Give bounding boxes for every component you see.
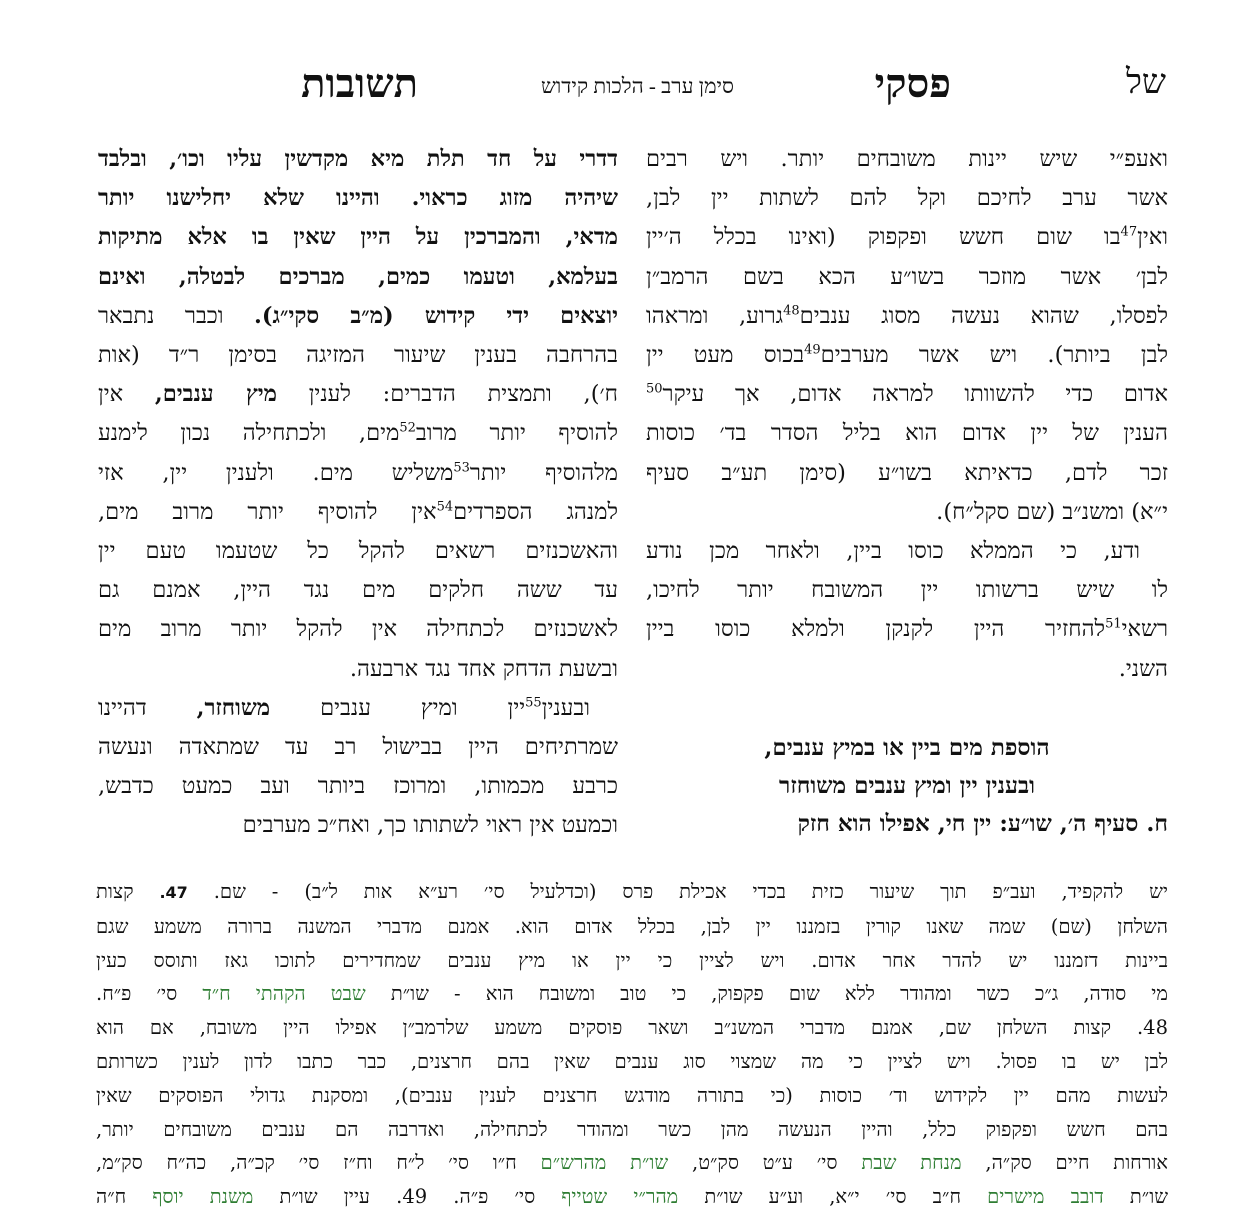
text-run: להוסיף יותר מרוב	[415, 420, 618, 447]
text-run: ואעפ״י שיש יינות משובחים יותר. ויש רבים	[646, 146, 1168, 172]
text-run: יין ומיץ ענבים משוחזר, דהיינו	[98, 694, 526, 721]
text-run: וכמעט אין ראוי לשתותו כך, ואח״כ מערבים	[242, 812, 618, 839]
footnote-ref: 53	[453, 460, 470, 476]
text-line	[98, 493, 618, 532]
text-line	[98, 140, 618, 179]
text-line	[98, 532, 618, 571]
footnote-ref: 49	[804, 342, 821, 358]
text-run: בעלמא, וטעמו כמים, מברכים לבטלה, ואינם	[98, 263, 618, 290]
header-word-shel: של	[1126, 64, 1166, 101]
text-line	[646, 179, 1168, 218]
header-siman-title: סימן ערב - הלכות קידוש	[541, 74, 734, 98]
text-run: לבן׳ אשר מוזכר בשו״ע הכא בשם הרמב״ן	[646, 263, 1168, 290]
text-line	[646, 454, 1168, 493]
text-line	[646, 610, 1168, 649]
text-line	[646, 297, 1168, 336]
text-run: בכוס מעט יין	[646, 342, 805, 369]
paragraph	[646, 140, 1168, 532]
text-line	[98, 336, 618, 375]
text-run: מדאי, והמברכין על היין שאין בו אלא מתיקות	[98, 224, 618, 251]
source-link[interactable]: דובב מישרים	[987, 1185, 1104, 1209]
text-run: ודע, כי הממלא כוסו ביין, ולאחר מכן נודע	[646, 538, 1140, 565]
text-run: שיהיה מזוג כראוי. והיינו שלא יחלישנו יותר	[98, 185, 618, 212]
text-run: למנהג הספרדים	[453, 498, 618, 525]
text-line	[646, 650, 1168, 689]
footnote-line: בהם חשש ופקפוק כלל, והיין הנעשה מהן כשר ומהודר לכתחילה, ואדרבה הם ענבים משובחים יותר,	[96, 1117, 1168, 1141]
text-line	[98, 806, 618, 845]
left-text-column	[98, 140, 618, 846]
text-line	[98, 258, 618, 297]
text-line	[646, 571, 1168, 610]
text-run: י״א) ומשנ״ב (שם סקל״ח).	[936, 498, 1168, 525]
paragraph	[98, 140, 618, 689]
text-run: ח׳), ותמצית הדברים: לענין מיץ ענבים, אין	[98, 381, 618, 408]
text-run: אדום כדי להשוותו למראה אדום, אך עיקר	[662, 381, 1168, 408]
text-run: להחזיר היין לקנקן ולמלא כוסו ביין	[646, 616, 1106, 643]
text-line	[98, 297, 618, 336]
text-line	[98, 650, 618, 689]
footnotes	[96, 875, 1168, 1214]
footnote-line: ביינות דזמננו יש להדר אחר אדום. ויש לציין כי יין או מיץ ענבים שמחדירים לתוכו גאז ותוסס כעין	[96, 948, 1168, 972]
footnote-number: 47.	[159, 883, 188, 902]
text-run: רשאי	[1121, 616, 1168, 643]
right-text-column	[646, 140, 1168, 689]
footnote-line: שו״ת דובב מישרים ח״ב סי׳ י״א, וע״ע שו״ת מהר״י שטייף סי׳ פ״ה. 49. עיין שו״ת משנת יוסף ח״ה	[96, 1185, 1168, 1209]
text-run: עד ששה חלקים מים נגד היין, אמנם גם	[98, 577, 618, 604]
text-run: כרבע מכמותו, ומרוכז ביותר ועב כמעט כדבש,	[98, 773, 618, 800]
text-line	[98, 689, 618, 728]
text-run: ובשעת הדחק אחד נגד ארבעה.	[349, 655, 618, 682]
text-run: והאשכנזים רשאים להקל כל שטעמו טעם יין	[98, 538, 618, 565]
footnote-ref: 48	[783, 303, 800, 319]
text-run: אין להוסיף יותר מרוב מים,	[98, 498, 437, 525]
footnote-ref: 47	[1120, 224, 1138, 240]
text-run: יוצאים ידי קידוש (מ״ב סקי״ג). וכבר נתבאר	[98, 302, 618, 329]
text-run: שמרתיחים היין בבישול רב עד שמתאדה ונעשה	[98, 734, 618, 761]
footnote-line: לבן יש בו פסול. ויש לציין כי מה שמצוי סוג ענבים שאין בהם חרצנים, כבר כתבו לדון לענין כשרותם	[96, 1049, 1168, 1073]
footnote-line: השלחן (שם) שמה שאנו קורין בזמננו יין לבן, בכלל אדום הוא. אמנם מדברי המשנה ברורה משמע שגם	[96, 914, 1168, 938]
text-line	[98, 179, 618, 218]
footnote-ref: 51	[1105, 616, 1122, 632]
footnote-ref: 55	[525, 695, 542, 711]
footnote-lines	[96, 910, 1168, 1214]
text-line	[646, 375, 1168, 414]
source-link[interactable]: שבט הקהתי ח״ד	[202, 982, 366, 1006]
footnote-line: יש להקפיד, ועב״פ תוך שיעור כזית בכדי אכילת פרס (וכדלעיל סי׳ רע״א אות ל״ב) - שם. 47. קצות	[96, 880, 1168, 903]
source-link[interactable]: מנחת שבת	[861, 1151, 962, 1175]
text-run: הענין של יין אדום הוא בליל הסדר בד׳ כוסות	[646, 420, 1168, 447]
text-run: ואין	[1137, 224, 1168, 251]
section-heading-line: ח. סעיף ה׳, שו״ע: יין חי, אפילו הוא חזק	[797, 810, 1168, 837]
footnote-ref: 50	[646, 381, 663, 397]
text-run: אשר ערב לחיכם וקל להם לשתות יין לבן,	[646, 185, 1168, 212]
source-link[interactable]: מהר״י שטייף	[561, 1185, 679, 1209]
text-line	[646, 493, 1168, 532]
section-heading-line: הוספת מים ביין או במיץ ענבים,	[764, 734, 1050, 761]
text-run: לאשכנזים לכתחילה אין להקל יותר מרוב מים	[98, 616, 618, 643]
text-line	[646, 414, 1168, 453]
text-line	[646, 140, 1168, 179]
section-heading	[646, 729, 1168, 843]
text-line	[98, 728, 618, 767]
text-line	[646, 258, 1168, 297]
text-run: ובענין	[541, 694, 590, 721]
text-run: זכר לדם, כדאיתא בשו״ע (סימן תע״ב סעיף	[646, 459, 1168, 486]
text-line	[646, 336, 1168, 375]
text-line	[646, 218, 1168, 257]
text-run: מים, ולכתחילה נכון לימנע	[98, 420, 400, 447]
text-run: בו שום חשש ופקפוק (ואינו בכלל ה׳יין	[646, 224, 1121, 251]
section-heading-line: ובענין יין ומיץ ענבים משוחזר	[779, 772, 1035, 799]
paragraph	[646, 532, 1168, 689]
text-run: דדרי על חד תלת מיא מקדשין עליו וכו׳, ובלבד	[98, 146, 618, 172]
text-run: השני.	[1118, 655, 1168, 682]
source-link[interactable]: שו״ת מהרש״ם	[540, 1151, 669, 1175]
text-line	[98, 414, 618, 453]
footnote-ref: 54	[436, 499, 454, 515]
source-link[interactable]: משנת יוסף	[152, 1185, 254, 1209]
text-line	[98, 454, 618, 493]
text-line	[98, 375, 618, 414]
text-run: גרוע, ומראהו	[646, 302, 784, 329]
footnote-ref: 52	[399, 420, 416, 436]
text-run: לו שיש ברשותו יין המשובח יותר לחיכו,	[646, 577, 1168, 604]
text-line	[98, 610, 618, 649]
text-line	[646, 532, 1168, 571]
text-line	[98, 218, 618, 257]
footnote-line: אורחות חיים סק״ה, מנחת שבת סי׳ ע״ט סק״ט, שו״ת מהרש״ם ח״ו סי׳ ל״ח וח״ז סי׳ קכ״ה, כה״ח סק״מ,	[96, 1151, 1168, 1175]
text-line	[98, 767, 618, 806]
paragraph	[98, 689, 618, 846]
footnote-line: לעשות מהם יין לקידוש וד׳ כוסות (כי בתורה מודגש חרצנים לענין ענבים), ומסקנת גדולי הפוסקים שאין	[96, 1083, 1168, 1107]
text-run: בהרחבה בענין שיעור המזיגה בסימן ר״ד (אות	[98, 342, 618, 369]
footnote-line: מי סודה, ג״כ כשר ומהודר ללא שום פקפוק, כי טוב ומשובח הוא - שו״ת שבט הקהתי ח״ד סי׳ פ״ח.	[96, 982, 1168, 1006]
text-run: לפסלו, שהוא נעשה מסוג ענבים	[799, 302, 1168, 329]
text-run: משליש מים. ולענין יין, אזי	[98, 459, 454, 486]
footnote-line: 48. קצות השלחן שם, אמנם מדברי המשנ״ב ושאר פוסקים משמע שלרמב״ן אפילו היין משובח, אם הוא	[96, 1016, 1168, 1040]
text-run: לבן ביותר). ויש אשר מערבים	[820, 342, 1168, 369]
text-line	[98, 571, 618, 610]
header-word-piskei: פסקי	[874, 61, 951, 106]
text-run: מלהוסיף יותר	[469, 459, 618, 486]
running-header	[0, 60, 1244, 110]
header-word-teshuvot: תשובות	[301, 61, 418, 106]
